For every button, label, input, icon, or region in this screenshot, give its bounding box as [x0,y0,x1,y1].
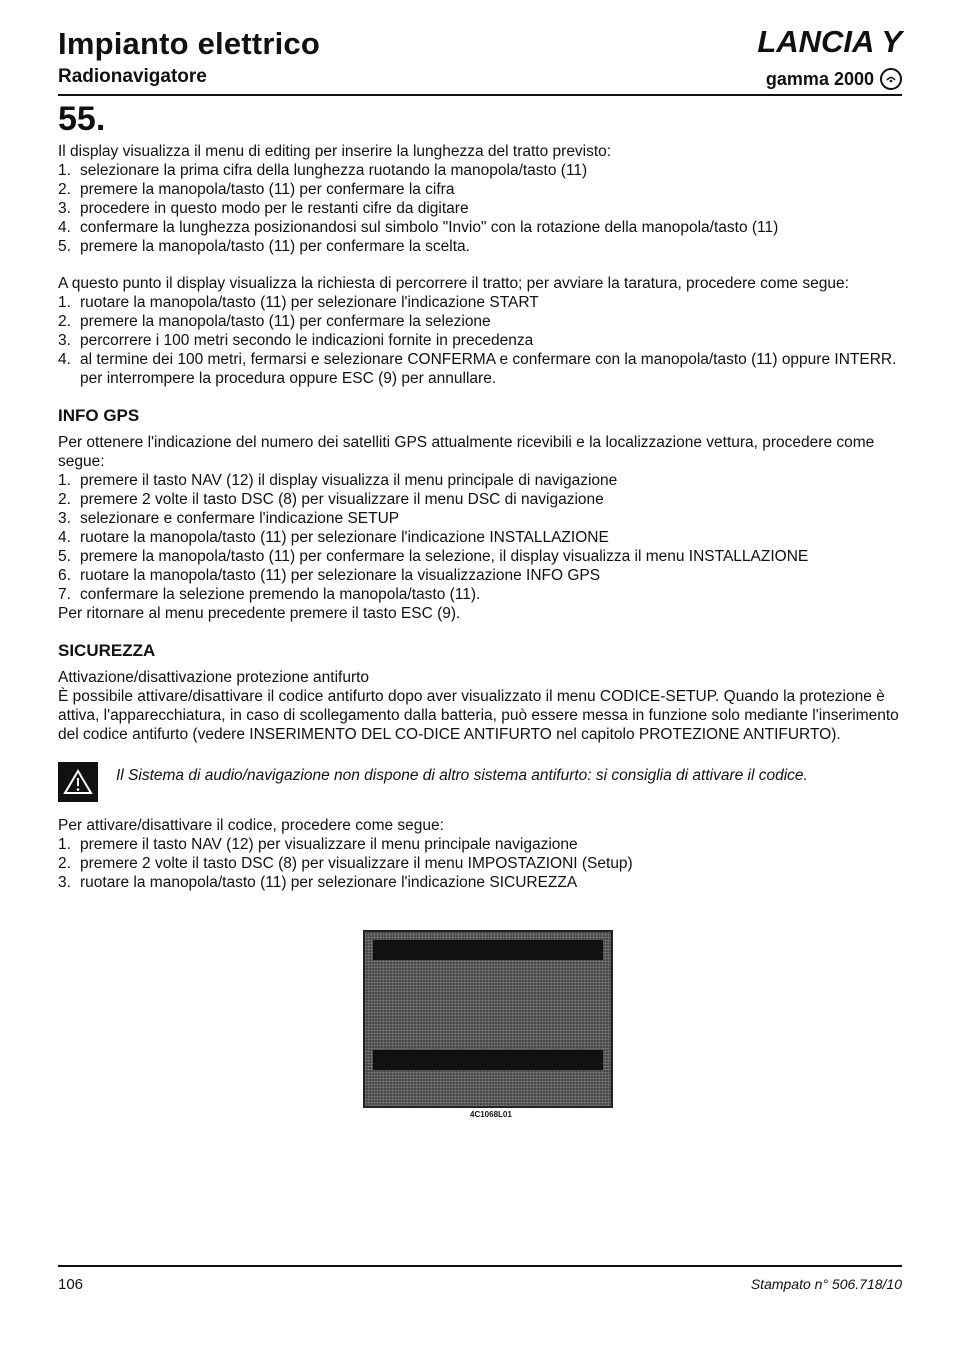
display-row [373,1018,603,1038]
intro-steps [58,161,902,256]
list-item: 3. selezionare e confermare l'indicazione SETUP [58,510,400,527]
figure-code: 4C1068L01 [470,1110,512,1119]
list-item: 4. confermare la lunghezza posizionandosi sul simbolo "Invio" con la rotazione della manopola/tasto (11) [58,219,779,236]
list-item: 7. confermare la selezione premendo la manopola/tasto (11). [58,586,481,603]
display-row [373,966,603,986]
section-number: 55. [58,100,106,138]
info-gps-heading: INFO GPS [58,406,140,425]
calibration-steps [58,293,902,388]
list-item: 1. ruotare la manopola/tasto (11) per selezionare l'indicazione START [58,294,539,311]
list-item: 3. percorrere i 100 metri secondo le indicazioni fornite in precedenza [58,332,534,349]
footer-rule [58,1265,902,1267]
content [58,142,902,892]
header-rule [58,94,902,96]
display-row [373,992,603,1012]
info-gps-text: Per ottenere l'indicazione del numero dei satelliti GPS attualmente ricevibili e la localizzazione vettura, procedere come segue: [58,434,875,470]
list-item: 2. premere la manopola/tasto (11) per confermare la cifra [58,181,455,198]
list-item: 6. ruotare la manopola/tasto (11) per selezionare la visualizzazione INFO GPS [58,567,601,584]
list-item: 5. premere la manopola/tasto (11) per confermare la selezione, il display visualizza il menu INSTALLAZIONE [58,548,809,565]
info-gps-closing: Per ritornare al menu precedente premere il tasto ESC (9). [58,605,461,622]
display-row-highlight [373,940,603,960]
header-subtitle: Radionavigatore [58,66,207,87]
page-number: 106 [58,1276,84,1293]
display-screen-figure [363,930,613,1108]
header-title: Impianto elettrico [58,26,320,61]
display-row [373,1076,603,1096]
info-gps-steps [58,471,902,604]
header-range [766,68,902,90]
list-item: 3. ruotare la manopola/tasto (11) per selezionare l'indicazione SICUREZZA [58,874,578,891]
sicurezza-steps [58,835,902,892]
sicurezza-text: È possibile attivare/disattivare il codice antifurto dopo aver visualizzato il menu CODICE-SETUP. Quando la protezione è attiva, l'apparecchiatura, in caso di scollegamento dalla batteria, può essere messa in funzione solo mediante l'inserimento del codice antifurto (vedere INSERIMENTO DEL CO-DICE ANTIFURTO nel capitolo PROTEZIONE ANTIFURTO). [58,688,899,743]
calibration-text: A questo punto il display visualizza la richiesta di percorrere il tratto; per avviare la taratura, procedere come segue: [58,275,849,292]
warning-icon [58,762,98,802]
warning-text: Il Sistema di audio/navigazione non dispone di altro sistema antifurto: si consiglia di attivare il codice. [116,767,808,784]
header-brand: LANCIA Y [757,24,902,59]
sicurezza-intro2: Per attivare/disattivare il codice, procedere come segue: [58,817,444,834]
list-item: 1. premere il tasto NAV (12) il display visualizza il menu principale di navigazione [58,472,618,489]
list-item: 2. premere 2 volte il tasto DSC (8) per visualizzare il menu IMPOSTAZIONI (Setup) [58,855,633,872]
list-item: 3. procedere in questo modo per le restanti cifre da digitare [58,200,469,217]
warning-note [58,762,902,802]
list-item: 2. premere la manopola/tasto (11) per confermare la selezione [58,313,491,330]
intro-text: Il display visualizza il menu di editing per inserire la lunghezza del tratto previsto: [58,143,612,160]
range-label: gamma 2000 [765,68,874,89]
print-reference: Stampato n° 506.718/10 [750,1276,902,1292]
list-item: 5. premere la manopola/tasto (11) per confermare la scelta. [58,238,470,255]
list-item: 4. al termine dei 100 metri, fermarsi e selezionare CONFERMA e confermare con la manopola/tasto (11) oppure INTERR. per interrompere la procedura oppure ESC (9) per annullare. [58,351,897,387]
sicurezza-heading: SICUREZZA [58,641,156,660]
list-item: 1. premere il tasto NAV (12) per visualizzare il menu principale navigazione [58,836,578,853]
sicurezza-line1: Attivazione/disattivazione protezione antifurto [58,669,370,686]
display-row-highlight [373,1050,603,1070]
list-item: 4. ruotare la manopola/tasto (11) per selezionare l'indicazione INSTALLAZIONE [58,529,609,546]
list-item: 2. premere 2 volte il tasto DSC (8) per visualizzare il menu DSC di navigazione [58,491,604,508]
climate-circle-icon [880,68,902,90]
list-item: 1. selezionare la prima cifra della lunghezza ruotando la manopola/tasto (11) [58,162,588,179]
